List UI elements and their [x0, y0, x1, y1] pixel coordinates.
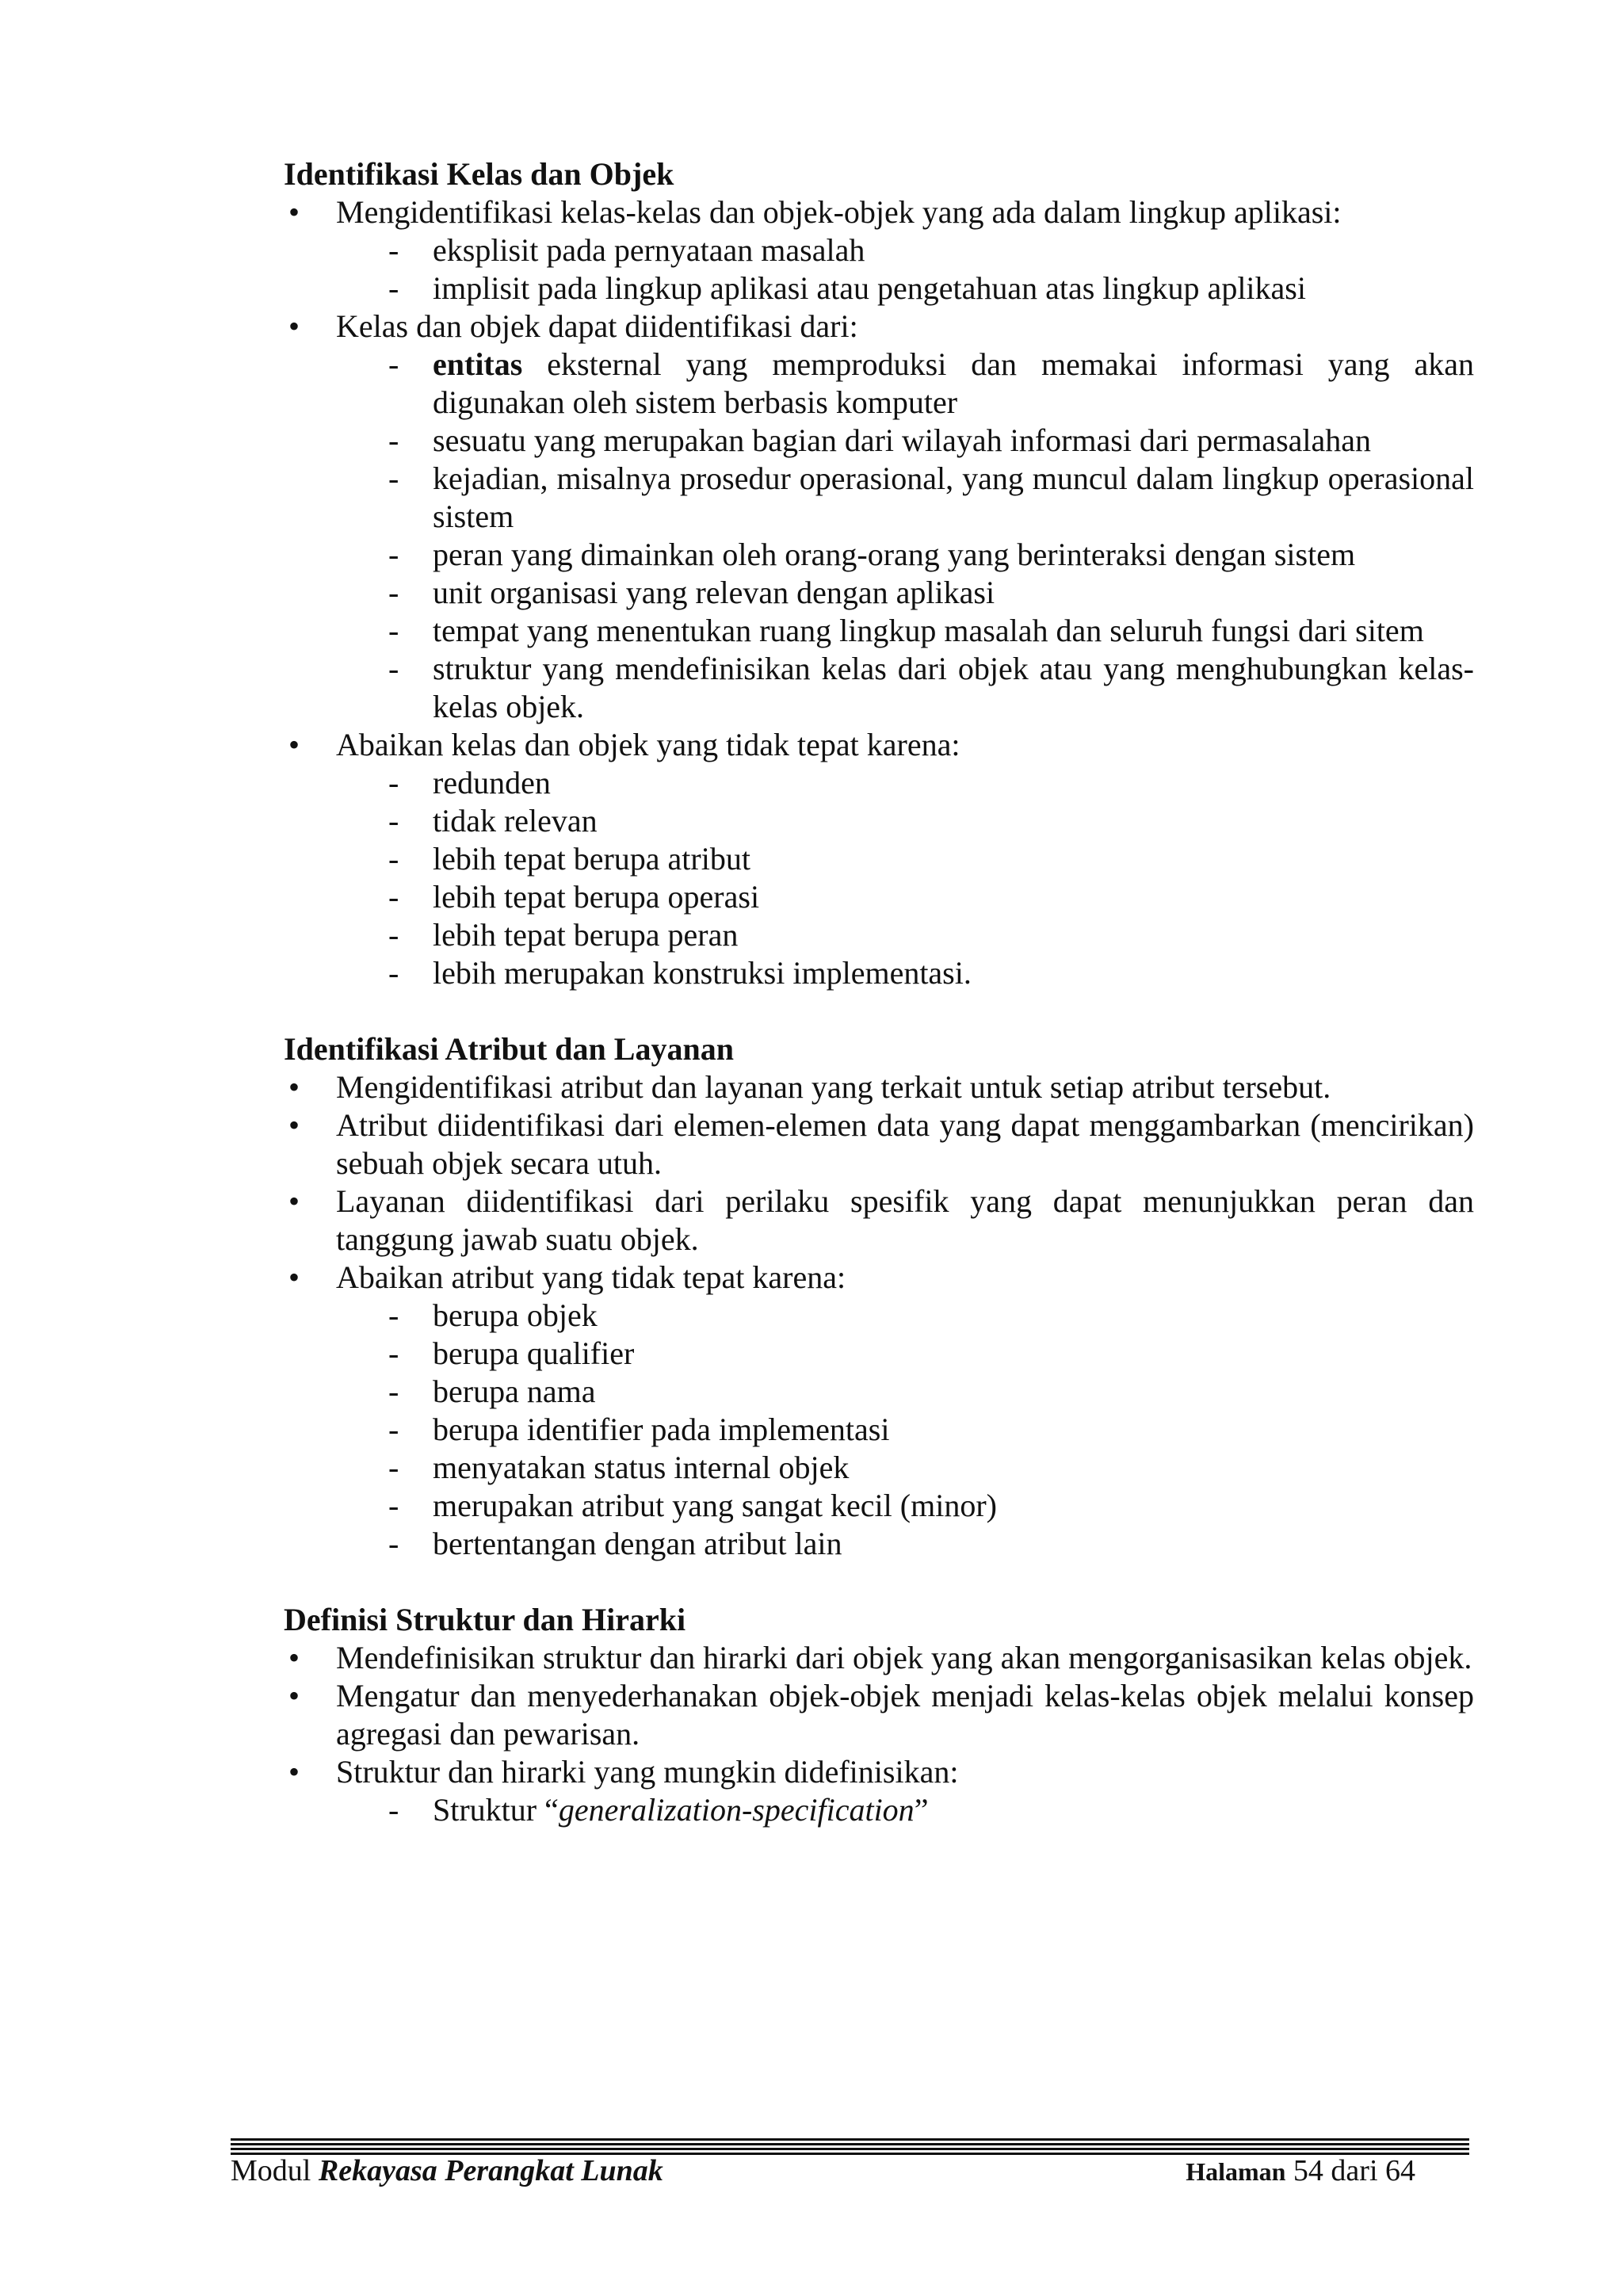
dash-item: - unit organisasi yang relevan dengan aplikasi: [336, 574, 1474, 612]
bullet-item: [284, 1639, 1474, 1677]
dash-item: - redunden: [336, 764, 1474, 802]
dash-item: - lebih merupakan konstruksi implementasi.: [336, 954, 1474, 992]
rule-line: [231, 2143, 1469, 2145]
bullet-list: [284, 193, 1474, 992]
footer-prefix: Modul: [231, 2154, 319, 2187]
dash-item-suffix: ”: [914, 1792, 929, 1828]
bullet-item: [284, 1106, 1474, 1182]
bullet-text: Mendefinisikan struktur dan hirarki dari objek yang akan mengorganisasikan kelas objek.: [336, 1640, 1472, 1675]
section-identifikasi-kelas: [284, 155, 1474, 992]
dash-item: - sesuatu yang merupakan bagian dari wilayah informasi dari permasalahan: [336, 422, 1474, 460]
dash-item: - tempat yang menentukan ruang lingkup masalah dan seluruh fungsi dari sitem: [336, 612, 1474, 650]
italic-term: generalization-specification: [558, 1792, 915, 1828]
section-heading: Identifikasi Atribut dan Layanan: [284, 1031, 734, 1067]
dash-list: [336, 231, 1474, 308]
dash-list: [336, 764, 1474, 992]
dash-item: - berupa qualifier: [336, 1335, 1474, 1373]
bullet-item: [284, 1677, 1474, 1753]
footer-page-number: [1186, 2153, 1415, 2190]
dash-item: - peran yang dimainkan oleh orang-orang yang berinteraksi dengan sistem: [336, 536, 1474, 574]
rule-line: [231, 2138, 1469, 2141]
bullet-text: Kelas dan objek dapat diidentifikasi dari:: [336, 308, 858, 344]
bullet-text: Mengidentifikasi kelas-kelas dan objek-objek yang ada dalam lingkup aplikasi:: [336, 194, 1342, 230]
bullet-item: [284, 1259, 1474, 1563]
document-body: [284, 155, 1474, 1867]
bullet-text: Abaikan kelas dan objek yang tidak tepat karena:: [336, 727, 960, 762]
section-heading: Identifikasi Kelas dan Objek: [284, 156, 674, 192]
bullet-item: [284, 308, 1474, 726]
dash-list: [336, 1791, 1474, 1829]
bullet-text: Abaikan atribut yang tidak tepat karena:: [336, 1259, 846, 1295]
bullet-list: [284, 1639, 1474, 1829]
dash-item: - menyatakan status internal objek: [336, 1449, 1474, 1487]
footer-title: Rekayasa Perangkat Lunak: [318, 2154, 663, 2187]
dash-item: [336, 1791, 1474, 1829]
dash-item: - lebih tepat berupa atribut: [336, 840, 1474, 878]
bullet-item: [284, 726, 1474, 992]
dash-item: - berupa nama: [336, 1373, 1474, 1411]
dash-item-text: eksternal yang memproduksi dan memakai informasi yang akan digunakan oleh sistem berbasis komputer: [433, 346, 1474, 420]
dash-list: [336, 1297, 1474, 1563]
bullet-item: [284, 1068, 1474, 1106]
dash-item: [336, 346, 1474, 422]
dash-item-prefix: Struktur “: [433, 1792, 559, 1828]
bullet-text: Atribut diidentifikasi dari elemen-elemen data yang dapat menggambarkan (mencirikan) sebuah objek secara utuh.: [336, 1107, 1474, 1181]
bullet-list: [284, 1068, 1474, 1563]
bullet-item: [284, 1182, 1474, 1259]
dash-item: - berupa objek: [336, 1297, 1474, 1335]
dash-item: - struktur yang mendefinisikan kelas dari objek atau yang menghubungkan kelas-kelas objek.: [336, 650, 1474, 726]
dash-item: - merupakan atribut yang sangat kecil (minor): [336, 1487, 1474, 1525]
rule-line: [231, 2148, 1469, 2150]
bullet-text: Struktur dan hirarki yang mungkin didefinisikan:: [336, 1754, 959, 1790]
bullet-text: Mengidentifikasi atribut dan layanan yang terkait untuk setiap atribut tersebut.: [336, 1069, 1331, 1105]
footer-page-label: Halaman: [1186, 2157, 1286, 2186]
dash-item: - kejadian, misalnya prosedur operasional, yang muncul dalam lingkup operasional sistem: [336, 460, 1474, 536]
bold-term: entitas: [433, 346, 523, 382]
section-definisi-struktur: [284, 1601, 1474, 1829]
bullet-text: Layanan diidentifikasi dari perilaku spesifik yang dapat menunjukkan peran dan tanggung jawab suatu objek.: [336, 1183, 1474, 1257]
dash-item: - implisit pada lingkup aplikasi atau pengetahuan atas lingkup aplikasi: [336, 269, 1474, 308]
dash-list: [336, 346, 1474, 726]
dash-item: - bertentangan dengan atribut lain: [336, 1525, 1474, 1563]
footer-page-value: 54 dari 64: [1285, 2154, 1415, 2187]
bullet-item: [284, 193, 1474, 308]
bullet-item: [284, 1753, 1474, 1829]
bullet-text: Mengatur dan menyederhanakan objek-objek menjadi kelas-kelas objek melalui konsep agregasi dan pewarisan.: [336, 1678, 1474, 1752]
section-heading: Definisi Struktur dan Hirarki: [284, 1602, 686, 1637]
dash-item: - lebih tepat berupa peran: [336, 916, 1474, 954]
dash-item: - tidak relevan: [336, 802, 1474, 840]
dash-item: - eksplisit pada pernyataan masalah: [336, 231, 1474, 269]
footer-module: [231, 2153, 663, 2189]
dash-item: - berupa identifier pada implementasi: [336, 1411, 1474, 1449]
dash-item: - lebih tepat berupa operasi: [336, 878, 1474, 916]
section-identifikasi-atribut: [284, 1030, 1474, 1563]
